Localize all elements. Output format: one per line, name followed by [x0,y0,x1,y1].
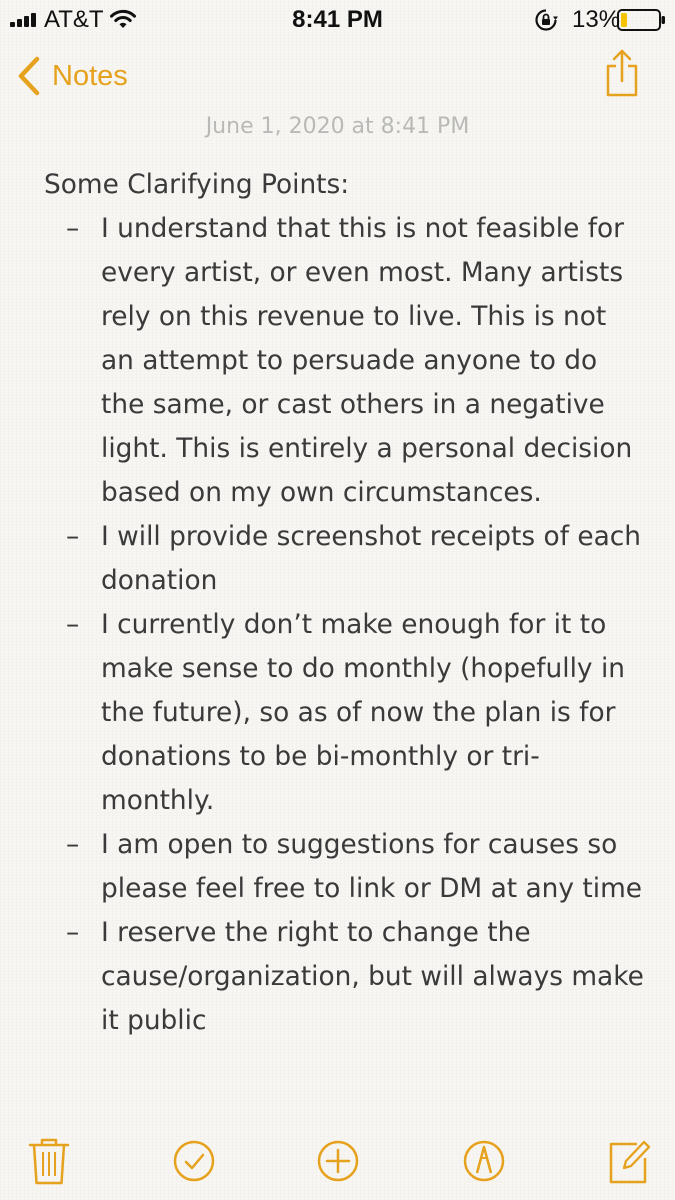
list-item-text: I understand that this is not feasible for every artist, or even most. Many artists rely on this revenue to live. This is not an attempt to persuade anyone to do the same, or cast others in a negative light. This is entirely a personal decision based on my own circumstances. [101,213,633,508]
list-item: – I currently don’t make enough for it to make sense to do monthly (hopefully in the future), so as of now the plan is for donations to be bi-monthly or tri-monthly. [66,609,625,816]
trash-icon[interactable] [27,1136,71,1186]
battery-fill [621,13,627,27]
note-date: June 1, 2020 at 8:41 PM [205,114,470,139]
battery-icon [617,9,667,31]
list-item-text: I currently don’t make enough for it to make sense to do monthly (hopefully in the future), so as of now the plan is for donations to be bi-monthly or tri-monthly. [101,609,625,816]
back-button-label: Notes [52,59,128,92]
list-item-text: I will provide screenshot receipts of each donation [101,521,642,596]
compose-icon[interactable] [607,1136,651,1186]
note-body[interactable] [44,163,644,1043]
status-bar [0,0,675,40]
back-button[interactable] [16,52,128,100]
rotation-lock-icon [534,8,558,32]
list-item: – I understand that this is not feasible for every artist, or even most. Many artists rely on this revenue to live. This is not an attempt to persuade anyone to do the same, or cast others in a negative light. This is entirely a personal decision based on my own circumstances. [66,213,633,508]
list-item: – I reserve the right to change the cause/organization, but will always make it public [66,917,644,1036]
note-heading: Some Clarifying Points: [44,169,350,200]
share-icon[interactable] [604,48,640,98]
bottom-toolbar [0,1130,675,1192]
clock: 8:41 PM [292,6,383,33]
chevron-left-icon [16,55,42,97]
checklist-icon[interactable] [172,1136,216,1186]
list-item: – I am open to suggestions for causes so please feel free to link or DM at any time [66,829,643,904]
list-item-text: I am open to suggestions for causes so please feel free to link or DM at any time [101,829,643,904]
list-item: – I will provide screenshot receipts of each donation [66,521,642,596]
note-list [44,207,644,1043]
battery-percent: 13% [572,6,621,33]
markup-icon[interactable] [462,1136,506,1186]
add-icon[interactable] [316,1136,360,1186]
carrier-label: AT&T [44,6,104,33]
list-item-text: I reserve the right to change the cause/organization, but will always make it public [101,917,644,1036]
